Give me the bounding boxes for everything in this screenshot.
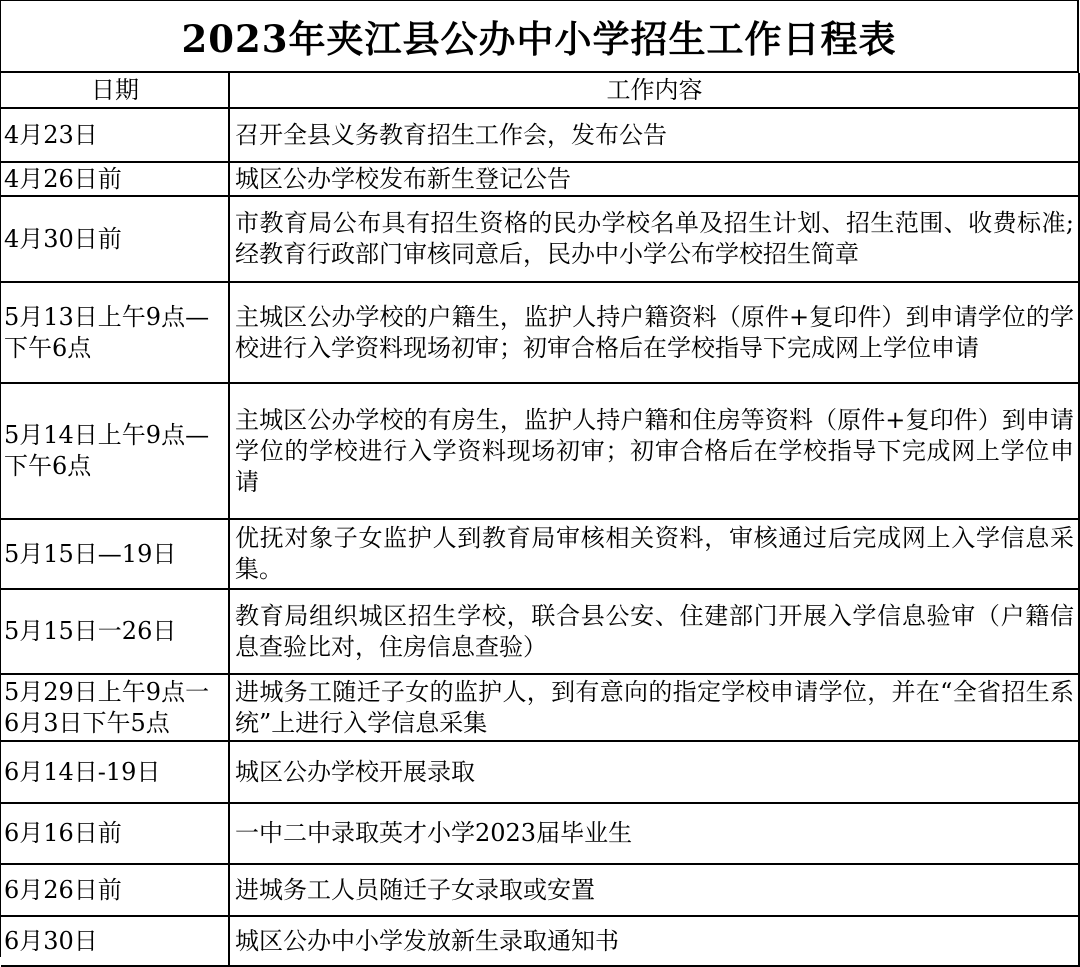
table-row xyxy=(1,741,1079,803)
date-cell: 4月30日前 xyxy=(1,196,229,282)
date-cell: 5月15日一26日 xyxy=(1,589,229,674)
table-row xyxy=(1,803,1079,864)
header-row xyxy=(1,73,1079,108)
content-cell: 进城务工人员随迁子女录取或安置 xyxy=(229,864,1079,916)
date-cell: 5月15日—19日 xyxy=(1,519,229,589)
header-date: 日期 xyxy=(1,73,229,108)
date-cell: 4月26日前 xyxy=(1,162,229,196)
content-cell: 主城区公办学校的户籍生，监护人持户籍资料（原件+复印件）到申请学位的学校进行入学资料现场初审；初审合格后在学校指导下完成网上学位申请 xyxy=(229,282,1079,383)
table-row xyxy=(1,589,1079,674)
date-cell: 5月13日上午9点—下午6点 xyxy=(1,282,229,383)
content-cell: 优抚对象子女监护人到教育局审核相关资料，审核通过后完成网上入学信息采集。 xyxy=(229,519,1079,589)
content-cell: 进城务工随迁子女的监护人，到有意向的指定学校申请学位，并在“全省招生系统”上进行入学信息采集 xyxy=(229,674,1079,741)
date-cell: 5月14日上午9点—下午6点 xyxy=(1,383,229,519)
date-cell: 6月26日前 xyxy=(1,864,229,916)
content-cell: 召开全县义务教育招生工作会，发布公告 xyxy=(229,108,1079,162)
page-title: 2023年夹江县公办中小学招生工作日程表 xyxy=(1,1,1079,73)
content-cell: 一中二中录取英才小学2023届毕业生 xyxy=(229,803,1079,864)
content-cell: 教育局组织城区招生学校，联合县公安、住建部门开展入学信息验审（户籍信息查验比对，住房信息查验） xyxy=(229,589,1079,674)
content-cell: 城区公办学校发布新生登记公告 xyxy=(229,162,1079,196)
table-row xyxy=(1,674,1079,741)
table-row xyxy=(1,519,1079,589)
schedule-table xyxy=(1,73,1080,967)
date-cell: 6月30日 xyxy=(1,916,229,966)
table-row xyxy=(1,196,1079,282)
date-cell: 4月23日 xyxy=(1,108,229,162)
table-row xyxy=(1,864,1079,916)
content-cell: 城区公办学校开展录取 xyxy=(229,741,1079,803)
content-cell: 城区公办中小学发放新生录取通知书 xyxy=(229,916,1079,966)
header-content: 工作内容 xyxy=(229,73,1079,108)
content-cell: 市教育局公布具有招生资格的民办学校名单及招生计划、招生范围、收费标准;经教育行政部门审核同意后，民办中小学公布学校招生简章 xyxy=(229,196,1079,282)
date-cell: 5月29日上午9点一6月3日下午5点 xyxy=(1,674,229,741)
table-row xyxy=(1,916,1079,966)
table-row xyxy=(1,162,1079,196)
table-row xyxy=(1,383,1079,519)
date-cell: 6月16日前 xyxy=(1,803,229,864)
table-row xyxy=(1,108,1079,162)
content-cell: 主城区公办学校的有房生，监护人持户籍和住房等资料（原件+复印件）到申请学位的学校进行入学资料现场初审；初审合格后在学校指导下完成网上学位申请 xyxy=(229,383,1079,519)
table-row xyxy=(1,282,1079,383)
date-cell: 6月14日-19日 xyxy=(1,741,229,803)
